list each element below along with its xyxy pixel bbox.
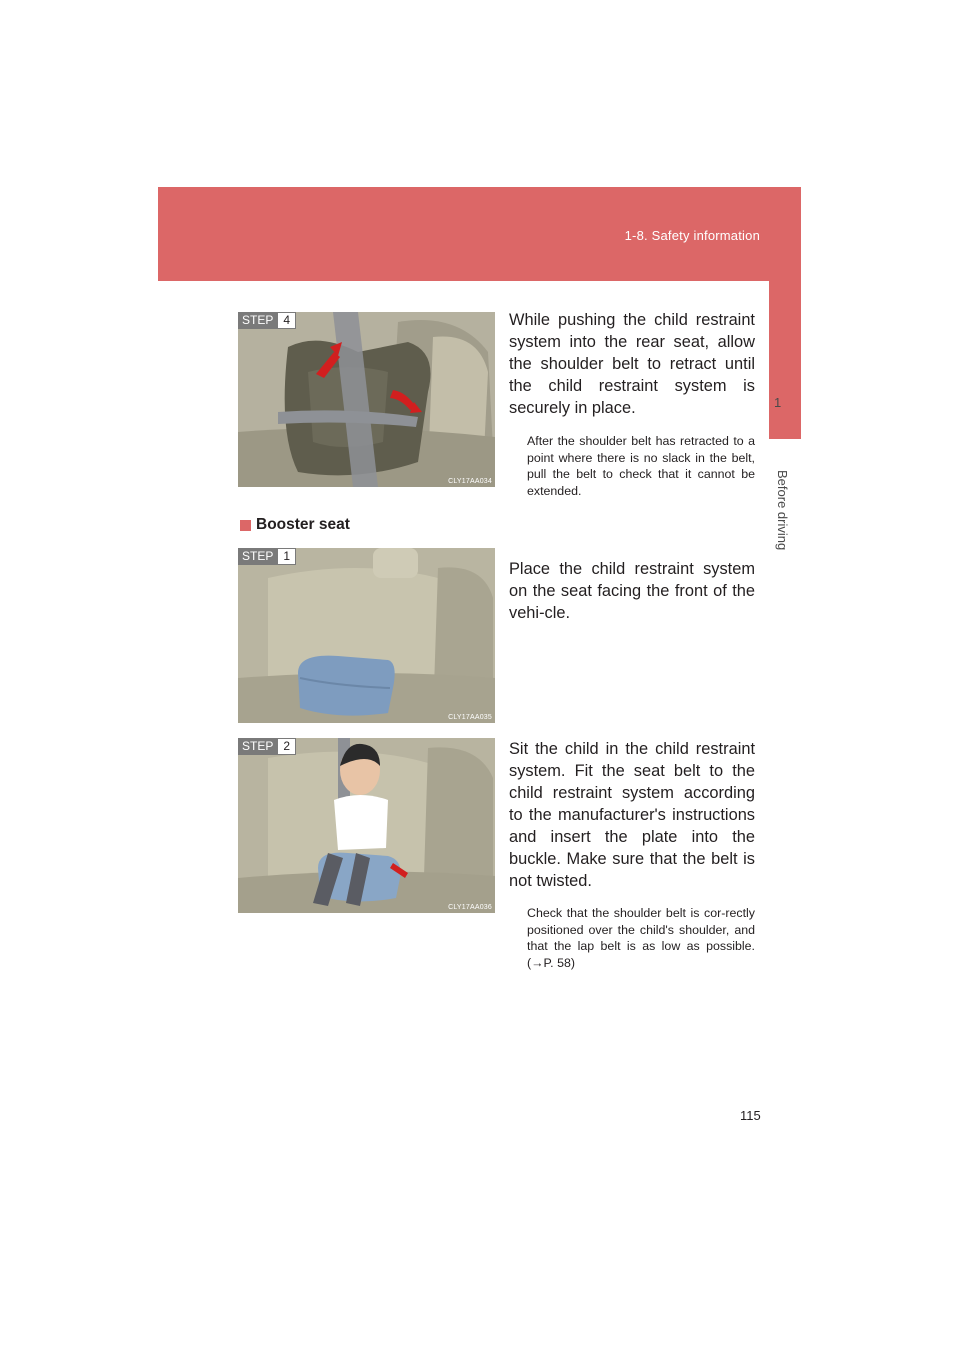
chapter-title: Before driving <box>775 470 790 551</box>
step-number: 1 <box>277 548 296 565</box>
figure-code: CLY17AA035 <box>448 714 492 721</box>
step-number: 4 <box>277 312 296 329</box>
step-number: 2 <box>277 738 296 755</box>
section-title: 1-8. Safety information <box>624 228 760 243</box>
step-instruction: Sit the child in the child restraint system. Fit the seat belt to the child restraint system according to the manufacturer's instructions and insert the plate into the buckle. Make sure that the belt is not twisted. <box>509 740 755 890</box>
booster-seat-heading <box>240 516 350 534</box>
booster-seat-illustration <box>238 548 495 723</box>
chapter-tab[interactable] <box>769 281 801 439</box>
child-in-booster-figure <box>238 738 495 913</box>
step-instruction: Place the child restraint system on the seat facing the front of the vehi-cle. <box>509 560 755 622</box>
child-seat-figure <box>238 312 495 487</box>
step-note: After the shoulder belt has retracted to a point where there is no slack in the belt, pull the belt to check that it cannot be extended. <box>527 434 755 498</box>
page-number: 115 <box>740 1108 761 1123</box>
booster-seat-heading-text: Booster seat <box>256 516 350 533</box>
booster-seat-figure <box>238 548 495 723</box>
step-word: STEP <box>238 738 277 755</box>
step-badge <box>238 548 296 565</box>
figure-code: CLY17AA036 <box>448 904 492 911</box>
child-seat-illustration <box>238 312 495 487</box>
child-in-booster-illustration <box>238 738 495 913</box>
step-word: STEP <box>238 548 277 565</box>
step-note: Check that the shoulder belt is cor-rectly positioned over the child's shoulder, and that the lap belt is as low as possible. (→P. 58) <box>527 906 755 970</box>
step-word: STEP <box>238 312 277 329</box>
chapter-number: 1 <box>774 395 782 410</box>
step-badge <box>238 312 296 329</box>
figure-code: CLY17AA034 <box>448 478 492 485</box>
square-bullet-icon <box>240 520 251 531</box>
step-badge <box>238 738 296 755</box>
step-instruction: While pushing the child restraint system into the rear seat, allow the shoulder belt to retract until the child restraint system is securely in place. <box>509 311 755 417</box>
